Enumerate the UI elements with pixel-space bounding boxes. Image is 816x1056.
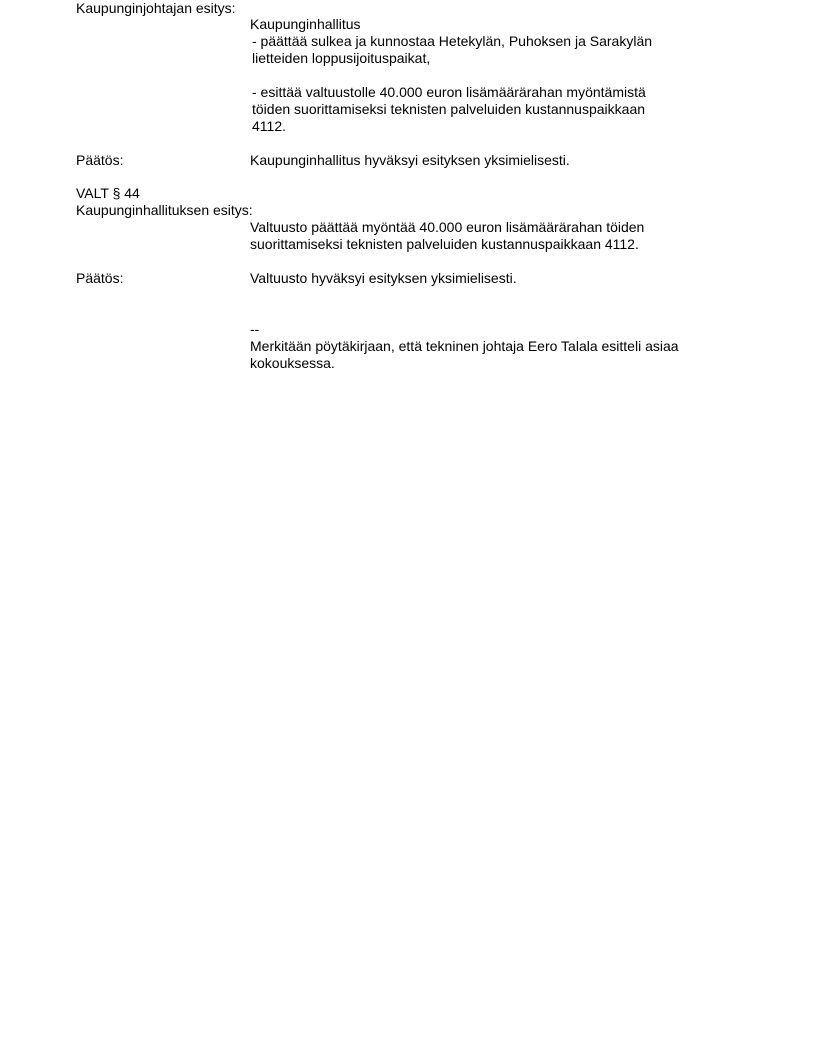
decision-text: Valtuusto hyväksyi esityksen yksimielisesti. bbox=[250, 270, 517, 286]
note-separator: -- bbox=[250, 321, 260, 337]
section-number: VALT § 44 bbox=[76, 185, 140, 201]
proposal-label: Kaupunginjohtajan esitys: bbox=[76, 0, 236, 16]
decision-label: Päätös: bbox=[76, 152, 124, 168]
council-proposal-line: suorittamiseksi teknisten palveluiden kustannuspaikkaan 4112. bbox=[250, 236, 639, 252]
decision-text: Kaupunginhallitus hyväksyi esityksen yksimielisesti. bbox=[250, 152, 570, 168]
council-proposal-label: Kaupunginhallituksen esitys: bbox=[76, 202, 253, 218]
proposal-line: Kaupunginhallitus bbox=[250, 16, 361, 32]
note-line: kokouksessa. bbox=[250, 355, 335, 371]
proposal-line: - esittää valtuustolle 40.000 euron lisämäärärahan myöntämistä bbox=[252, 84, 646, 100]
proposal-line: - päättää sulkea ja kunnostaa Hetekylän, Puhoksen ja Sarakylän bbox=[252, 33, 653, 49]
note-line: Merkitään pöytäkirjaan, että tekninen johtaja Eero Talala esitteli asiaa bbox=[250, 338, 679, 354]
council-proposal-line: Valtuusto päättää myöntää 40.000 euron lisämäärärahan töiden bbox=[250, 219, 645, 235]
proposal-line: lietteiden loppusijoituspaikat, bbox=[252, 50, 431, 66]
proposal-line: töiden suorittamiseksi teknisten palveluiden kustannuspaikkaan bbox=[252, 101, 646, 117]
decision-label: Päätös: bbox=[76, 270, 124, 286]
proposal-line: 4112. bbox=[252, 118, 286, 134]
